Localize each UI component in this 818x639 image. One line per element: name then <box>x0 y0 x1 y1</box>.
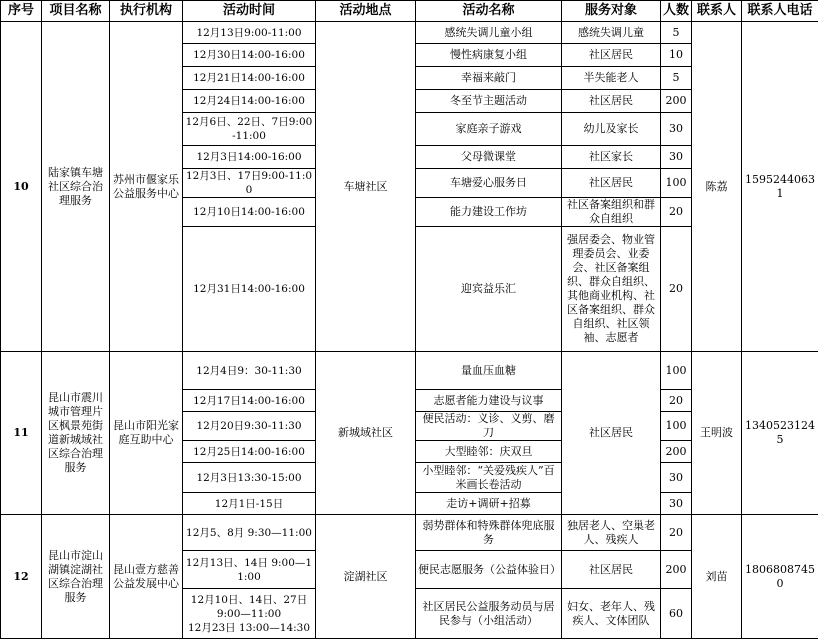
contact-cell: 刘苗 <box>692 515 742 639</box>
count-cell: 30 <box>661 113 692 146</box>
header-count: 人数 <box>661 1 692 22</box>
activity-cell: 小型睦邻：“关爱残疾人”百米画长卷活动 <box>416 463 562 493</box>
project-cell: 陆家镇车塘社区综合治理服务 <box>42 22 110 352</box>
header-project: 项目名称 <box>42 1 110 22</box>
table-row <box>1 352 818 390</box>
time-cell: 12月25日14:00-16:00 <box>183 441 316 463</box>
count-cell: 20 <box>661 198 692 227</box>
time-cell: 12月10日14:00-16:00 <box>183 198 316 227</box>
target-cell: 独居老人、空巢老人、残疾人 <box>562 515 661 551</box>
activity-cell: 车塘爱心服务日 <box>416 169 562 198</box>
project-cell: 昆山市淀山湖镇淀湖社区综合治理服务 <box>42 515 110 639</box>
activity-cell: 冬至节主题活动 <box>416 90 562 113</box>
time-cell: 12月21日14:00-16:00 <box>183 67 316 90</box>
activity-cell: 走访+调研+招募 <box>416 493 562 515</box>
target-cell: 幼儿及家长 <box>562 113 661 146</box>
header-org: 执行机构 <box>110 1 183 22</box>
count-cell: 5 <box>661 22 692 44</box>
count-cell: 5 <box>661 67 692 90</box>
time-line: 12月23日 13:00—14:30 <box>185 621 313 635</box>
target-cell: 社区居民 <box>562 352 661 515</box>
activity-cell: 量血压血糖 <box>416 352 562 390</box>
target-cell: 社区居民 <box>562 90 661 113</box>
time-cell: 12月30日14:00-16:00 <box>183 44 316 67</box>
count-cell: 200 <box>661 90 692 113</box>
target-cell: 感统失调儿童 <box>562 22 661 44</box>
time-cell: 12月13日、14日 9:00—11:00 <box>183 551 316 589</box>
count-cell: 200 <box>661 551 692 589</box>
org-cell: 昆山市阳光家庭互助中心 <box>110 352 183 515</box>
activity-cell: 迎宾益乐汇 <box>416 227 562 352</box>
time-cell: 12月24日14:00-16:00 <box>183 90 316 113</box>
activity-cell: 志愿者能力建设与议事 <box>416 390 562 412</box>
count-cell: 20 <box>661 515 692 551</box>
header-phone: 联系人电话 <box>742 1 818 22</box>
time-cell: 12月31日14:00-16:00 <box>183 227 316 352</box>
phone-cell: 15952440631 <box>742 22 818 352</box>
target-cell: 半失能老人 <box>562 67 661 90</box>
target-cell: 强居委会、物业管理委员会、业委会、社区备案组织、群众自组织、其他商业机构、社区备案组织、群众自组织、社区领袖、志愿者 <box>562 227 661 352</box>
activity-cell: 感统失调儿童小组 <box>416 22 562 44</box>
activity-cell: 弱势群体和特殊群体兜底服务 <box>416 515 562 551</box>
time-cell: 12月20日9:30-11:30 <box>183 412 316 441</box>
activity-cell: 便民志愿服务（公益体验日） <box>416 551 562 589</box>
target-cell: 社区家长 <box>562 146 661 169</box>
target-cell: 妇女、老年人、残疾人、文体团队 <box>562 589 661 639</box>
target-cell: 社区居民 <box>562 169 661 198</box>
activity-cell: 父母微课堂 <box>416 146 562 169</box>
count-cell: 30 <box>661 493 692 515</box>
seq-cell: 10 <box>1 22 42 352</box>
org-cell: 昆山壹方慈善公益发展中心 <box>110 515 183 639</box>
seq-cell: 12 <box>1 515 42 639</box>
time-cell: 12月13日9:00-11:00 <box>183 22 316 44</box>
location-cell: 淀湖社区 <box>316 515 416 639</box>
target-cell: 社区备案组织和群众自组织 <box>562 198 661 227</box>
count-cell: 100 <box>661 169 692 198</box>
time-cell: 12月6日、22日、7日9:00-11:00 <box>183 113 316 146</box>
header-contact: 联系人 <box>692 1 742 22</box>
count-cell: 10 <box>661 44 692 67</box>
activity-cell: 社区居民公益服务动员与居民参与（小组活动） <box>416 589 562 639</box>
count-cell: 100 <box>661 352 692 390</box>
location-cell: 新城域社区 <box>316 352 416 515</box>
header-location: 活动地点 <box>316 1 416 22</box>
count-cell: 200 <box>661 441 692 463</box>
header-row <box>1 1 818 22</box>
activity-cell: 大型睦邻：庆双旦 <box>416 441 562 463</box>
target-cell: 社区居民 <box>562 551 661 589</box>
target-cell: 社区居民 <box>562 44 661 67</box>
time-cell: 12月5、8月 9:30—11:00 <box>183 515 316 551</box>
header-time: 活动时间 <box>183 1 316 22</box>
time-cell: 12月4日9：30-11:30 <box>183 352 316 390</box>
location-cell: 车塘社区 <box>316 22 416 352</box>
seq-cell: 11 <box>1 352 42 515</box>
header-target: 服务对象 <box>562 1 661 22</box>
activity-cell: 家庭亲子游戏 <box>416 113 562 146</box>
org-cell: 苏州市偃家乐公益服务中心 <box>110 22 183 352</box>
contact-cell: 陈荔 <box>692 22 742 352</box>
count-cell: 20 <box>661 227 692 352</box>
count-cell: 30 <box>661 463 692 493</box>
time-cell: 12月1日-15日 <box>183 493 316 515</box>
time-cell: 12月3日、17日9:00-11:00 <box>183 169 316 198</box>
phone-cell: 13405231245 <box>742 352 818 515</box>
count-cell: 20 <box>661 390 692 412</box>
activity-cell: 便民活动：义诊、义剪、磨刀 <box>416 412 562 441</box>
activity-cell: 能力建设工作坊 <box>416 198 562 227</box>
time-cell: 12月17日14:00-16:00 <box>183 390 316 412</box>
table-row <box>1 515 818 551</box>
time-line: 12月10日、14日、27日 9:00—11:00 <box>185 593 313 621</box>
count-cell: 100 <box>661 412 692 441</box>
header-seq: 序号 <box>1 1 42 22</box>
count-cell: 60 <box>661 589 692 639</box>
time-cell: 12月3日14:00-16:00 <box>183 146 316 169</box>
contact-cell: 王明波 <box>692 352 742 515</box>
project-cell: 昆山市震川城市管理片区枫景苑街道新城域社区综合治理服务 <box>42 352 110 515</box>
activity-cell: 慢性病康复小组 <box>416 44 562 67</box>
table-row <box>1 22 818 44</box>
time-cell: 12月3日13:30-15:00 <box>183 463 316 493</box>
activity-cell: 幸福来敲门 <box>416 67 562 90</box>
header-activity: 活动名称 <box>416 1 562 22</box>
phone-cell: 18068087450 <box>742 515 818 639</box>
count-cell: 30 <box>661 146 692 169</box>
time-cell <box>183 589 316 639</box>
